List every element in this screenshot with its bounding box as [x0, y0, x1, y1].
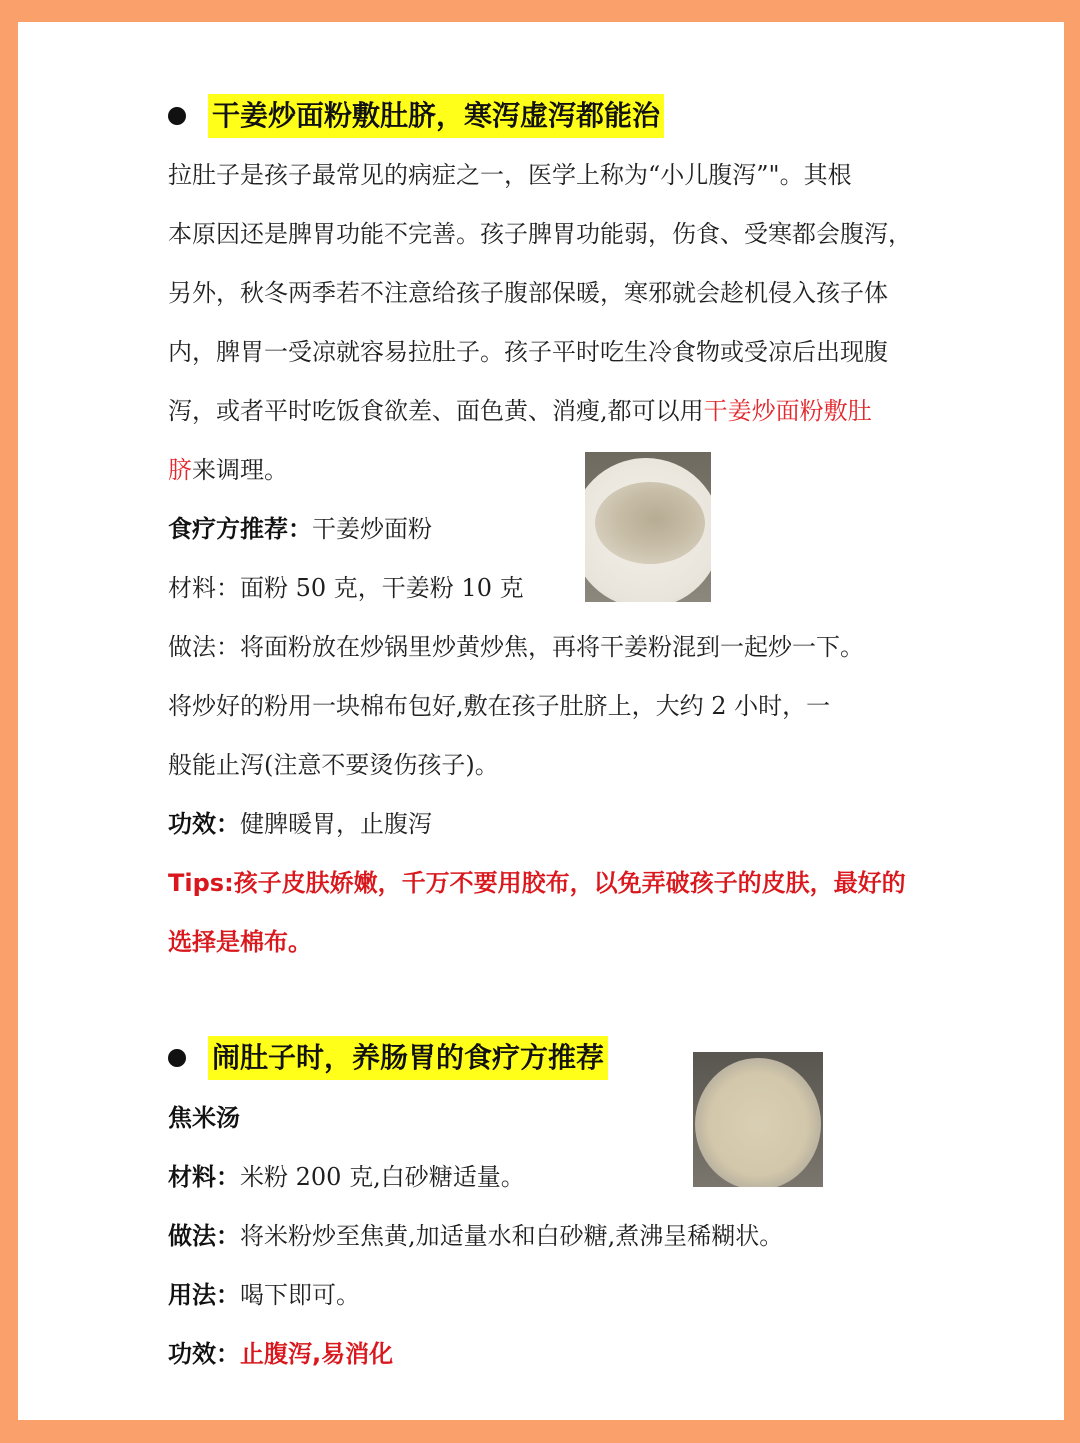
materials2-label: 材料： — [168, 1163, 240, 1191]
usage-label: 用法： — [168, 1281, 240, 1309]
paragraph-line-5 — [168, 391, 872, 431]
paragraph-line-6 — [168, 450, 288, 490]
effect2-line — [168, 1334, 393, 1374]
section2-heading — [168, 1034, 608, 1082]
recipe-name: 干姜炒面粉 — [312, 515, 432, 543]
effect2-value: 止腹泻,易消化 — [240, 1340, 394, 1368]
method2-label: 做法： — [168, 1222, 240, 1250]
materials-line — [168, 568, 524, 608]
bullet-icon — [168, 1049, 186, 1067]
method2-line — [168, 1216, 783, 1256]
flour-plate-photo — [585, 452, 711, 602]
document-page — [18, 22, 1064, 1420]
usage-value: 喝下即可。 — [240, 1281, 360, 1309]
recipe2-name: 焦米汤 — [168, 1104, 240, 1132]
recipe-line — [168, 509, 432, 549]
recipe-label: 食疗方推荐： — [168, 515, 312, 543]
method-line-1 — [168, 627, 864, 667]
usage-line — [168, 1275, 360, 1315]
paragraph-line-5-text: 泻，或者平时吃饭食欲差、面色黄、消瘦,都可以用 — [168, 397, 704, 425]
section1-heading — [168, 92, 664, 140]
effect-label: 功效： — [168, 810, 240, 838]
section2-heading-text: 闹肚子时，养肠胃的食疗方推荐 — [208, 1036, 608, 1080]
fried-flour-shape — [595, 482, 705, 564]
recipe-highlight-text-end: 脐 — [168, 456, 192, 484]
materials-label: 材料： — [168, 574, 240, 602]
paragraph-line-4: 内，脾胃一受凉就容易拉肚子。孩子平时吃生冷食物或受凉后出现腹 — [168, 338, 888, 366]
effect-value: 健脾暖胃，止腹泻 — [240, 810, 432, 838]
effect2-label: 功效： — [168, 1340, 240, 1368]
paragraph-line-1: 拉肚子是孩子最常见的病症之一，医学上称为“小儿腹泻”"。其根 — [168, 161, 852, 189]
materials2-line — [168, 1157, 525, 1197]
materials2-value: 米粉 200 克,白砂糖适量。 — [240, 1163, 525, 1191]
method-line-3: 般能止泻(注意不要烫伤孩子)。 — [168, 751, 499, 779]
tips-line-1: Tips:孩子皮肤娇嫩，千万不要用胶布，以免弄破孩子的皮肤，最好的 — [168, 869, 906, 897]
paragraph-line-3: 另外，秋冬两季若不注意给孩子腹部保暖，寒邪就会趁机侵入孩子体 — [168, 279, 888, 307]
bowl-shape — [695, 1058, 821, 1187]
materials-value: 面粉 50 克，干姜粉 10 克 — [240, 574, 524, 602]
rice-soup-bowl-photo — [693, 1052, 823, 1187]
method-line-2: 将炒好的粉用一块棉布包好,敷在孩子肚脐上，大约 2 小时，一 — [168, 692, 831, 720]
method-value: 将面粉放在炒锅里炒黄炒焦，再将干姜粉混到一起炒一下。 — [240, 633, 864, 661]
recipe-highlight-text: 干姜炒面粉敷肚 — [703, 397, 872, 425]
bullet-icon — [168, 107, 186, 125]
section1-heading-text: 干姜炒面粉敷肚脐，寒泻虚泻都能治 — [208, 94, 664, 138]
method-label: 做法： — [168, 633, 240, 661]
tips-line-2: 选择是棉布。 — [168, 928, 312, 956]
method2-value: 将米粉炒至焦黄,加适量水和白砂糖,煮沸呈稀糊状。 — [240, 1222, 784, 1250]
effect-line — [168, 804, 432, 844]
paragraph-line-6-text: 来调理。 — [192, 456, 288, 484]
paragraph-line-2: 本原因还是脾胃功能不完善。孩子脾胃功能弱，伤食、受寒都会腹泻， — [168, 220, 912, 248]
